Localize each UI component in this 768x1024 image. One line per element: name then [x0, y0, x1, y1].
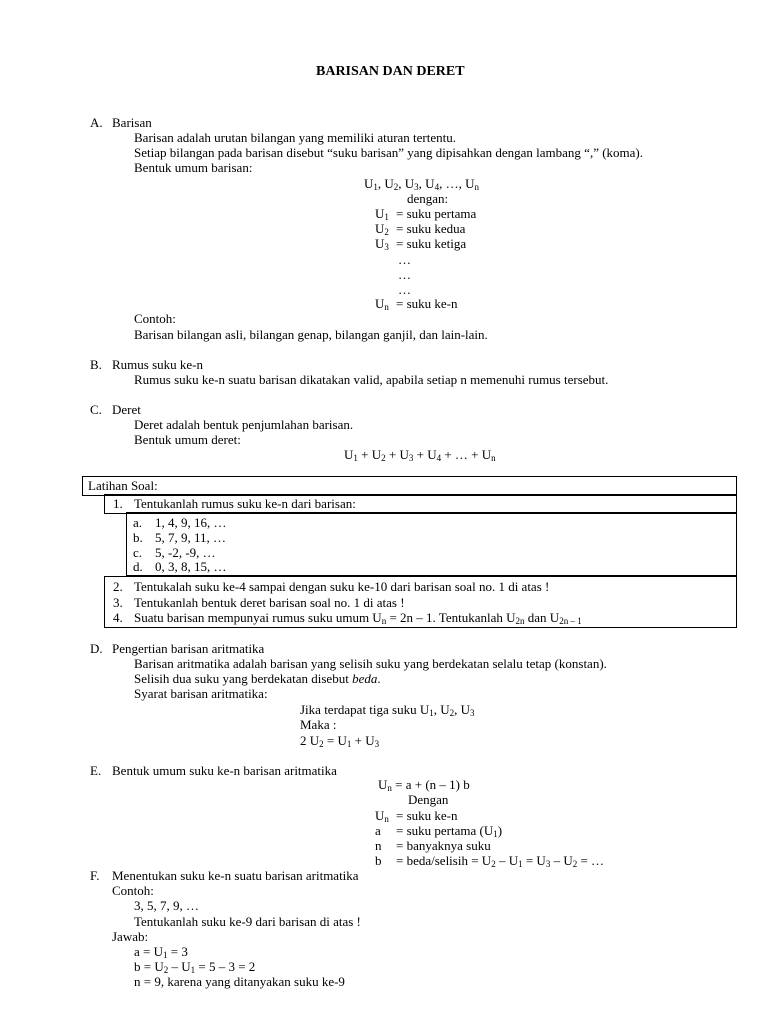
- example-question: Tentukanlah suku ke-9 dari barisan di atas !: [134, 914, 361, 929]
- section-a-line3: Bentuk umum barisan:: [134, 160, 253, 175]
- section-e-heading: Bentuk umum suku ke-n barisan aritmatika: [112, 763, 337, 778]
- b-definition: = beda/selisih = $U_2 - U_1 = U_3 - U_2$ = …: [396, 853, 605, 869]
- dengan-label: dengan:: [407, 191, 449, 206]
- answer-line-a: $a = U_1 = 3$: [134, 944, 188, 960]
- section-d-heading: Pengertian barisan aritmatika: [112, 641, 265, 656]
- barisan-general-formula: $U_1$, $U_2$, $U_3$, $U_4$, …, $U_n$: [364, 176, 479, 192]
- u2-definition: = suku kedua: [396, 221, 466, 236]
- section-c-line1: Deret adalah bentuk penjumlahan barisan.: [134, 417, 354, 432]
- section-b-heading: Rumus suku ke-n: [112, 357, 203, 372]
- section-b-text: Rumus suku ke-n suatu barisan dikatakan valid, apabila setiap n memenuhi rumus tersebut.: [134, 372, 609, 387]
- section-c-line2: Bentuk umum deret:: [134, 432, 241, 447]
- section-d-marker: D.: [90, 641, 103, 656]
- q1-item-text: 0, 3, 8, 15, …: [155, 559, 227, 574]
- latihan-heading-box: [82, 476, 737, 496]
- a-definition: = suku pertama $(U_1)$: [396, 823, 503, 839]
- syarat-maka: Maka :: [300, 717, 337, 732]
- section-c-marker: C.: [90, 402, 102, 417]
- contoh-label: Contoh:: [112, 883, 154, 898]
- latihan-heading: Latihan Soal:: [88, 478, 158, 493]
- u3-variable: $U_3$: [375, 236, 389, 252]
- q1-item-letter: b.: [133, 530, 143, 545]
- q3-number: 3.: [113, 595, 123, 610]
- un-arithmetic-formula: $U_n = a + (n - 1)$ b: [378, 777, 470, 793]
- page-title: BARISAN DAN DERET: [316, 64, 465, 79]
- u2-variable: $U_2$: [375, 221, 389, 237]
- q1-item-letter: d.: [133, 559, 143, 574]
- q2-number: 2.: [113, 579, 123, 594]
- section-a-marker: A.: [90, 115, 103, 130]
- section-f-marker: F.: [90, 868, 100, 883]
- u1-variable: $U_1$: [375, 206, 389, 222]
- contoh-text: Barisan bilangan asli, bilangan genap, bilangan ganjil, dan lain-lain.: [134, 327, 488, 342]
- q1-item-letter: a.: [133, 515, 143, 530]
- section-d-line1: Barisan aritmatika adalah barisan yang selisih suku yang berdekatan selalu tetap (konstan).: [134, 656, 607, 671]
- section-a-heading: Barisan: [112, 115, 152, 130]
- contoh-label: Contoh:: [134, 311, 176, 326]
- syarat-jika: Jika terdapat tiga suku $U_1$, $U_2$, $U_3$: [300, 702, 475, 718]
- section-a-line1: Barisan adalah urutan bilangan yang memiliki aturan tertentu.: [134, 130, 457, 145]
- dengan-label: Dengan: [408, 792, 449, 807]
- jawab-label: Jawab:: [112, 929, 149, 944]
- syarat-equation: 2 $U_2 = U_1 + U_3$: [300, 733, 380, 749]
- section-e-marker: E.: [90, 763, 102, 778]
- ellipsis: …: [398, 282, 411, 297]
- b-variable: b: [375, 853, 382, 868]
- q1-item-letter: c.: [133, 545, 143, 560]
- q4-number: 4.: [113, 610, 123, 625]
- un-variable: $U_n$: [375, 808, 389, 824]
- example-sequence: 3, 5, 7, 9, …: [134, 898, 199, 913]
- section-d-line2: Selisih dua suku yang berdekatan disebut beda.: [134, 671, 381, 686]
- un-definition: = suku ke-n: [396, 296, 458, 311]
- ellipsis: …: [398, 267, 411, 282]
- q3-text: Tentukanlah bentuk deret barisan soal no. 1 di atas !: [134, 595, 405, 610]
- answer-line-b: $b = U_2 - U_1 = 5 - 3 = 2$: [134, 959, 256, 975]
- n-variable: n: [375, 838, 382, 853]
- un-definition: = suku ke-n: [396, 808, 458, 823]
- q1-item-text: 1, 4, 9, 16, …: [155, 515, 227, 530]
- deret-general-formula: $U_1 + U_2 + U_3 + U_4$ + … + $U_n$: [344, 447, 496, 463]
- answer-line-n: n = 9, karena yang ditanyakan suku ke-9: [134, 974, 345, 989]
- section-b-marker: B.: [90, 357, 102, 372]
- q1-number: 1.: [113, 496, 123, 511]
- n-definition: = banyaknya suku: [396, 838, 491, 853]
- section-d-line3: Syarat barisan aritmatika:: [134, 686, 268, 701]
- q1-text: Tentukanlah rumus suku ke-n dari barisan:: [134, 496, 356, 511]
- q2-text: Tentukalah suku ke-4 sampai dengan suku ke-10 dari barisan soal no. 1 di atas !: [134, 579, 550, 594]
- q1-item-text: 5, 7, 9, 11, …: [155, 530, 227, 545]
- a-variable: a: [375, 823, 381, 838]
- section-f-heading: Menentukan suku ke-n suatu barisan aritmatika: [112, 868, 359, 883]
- un-variable: $U_n$: [375, 296, 389, 312]
- section-c-heading: Deret: [112, 402, 141, 417]
- section-a-line2: Setiap bilangan pada barisan disebut “suku barisan” yang dipisahkan dengan lambang “,” (koma).: [134, 145, 644, 160]
- q4-text: Suatu barisan mempunyai rumus suku umum $U_n = 2n - 1$. Tentukanlah $U_{2n}$ dan $U_{2n - 1}$: [134, 610, 582, 626]
- u1-definition: = suku pertama: [396, 206, 477, 221]
- u3-definition: = suku ketiga: [396, 236, 467, 251]
- ellipsis: …: [398, 252, 411, 267]
- q1-item-text: 5, -2, -9, …: [155, 545, 216, 560]
